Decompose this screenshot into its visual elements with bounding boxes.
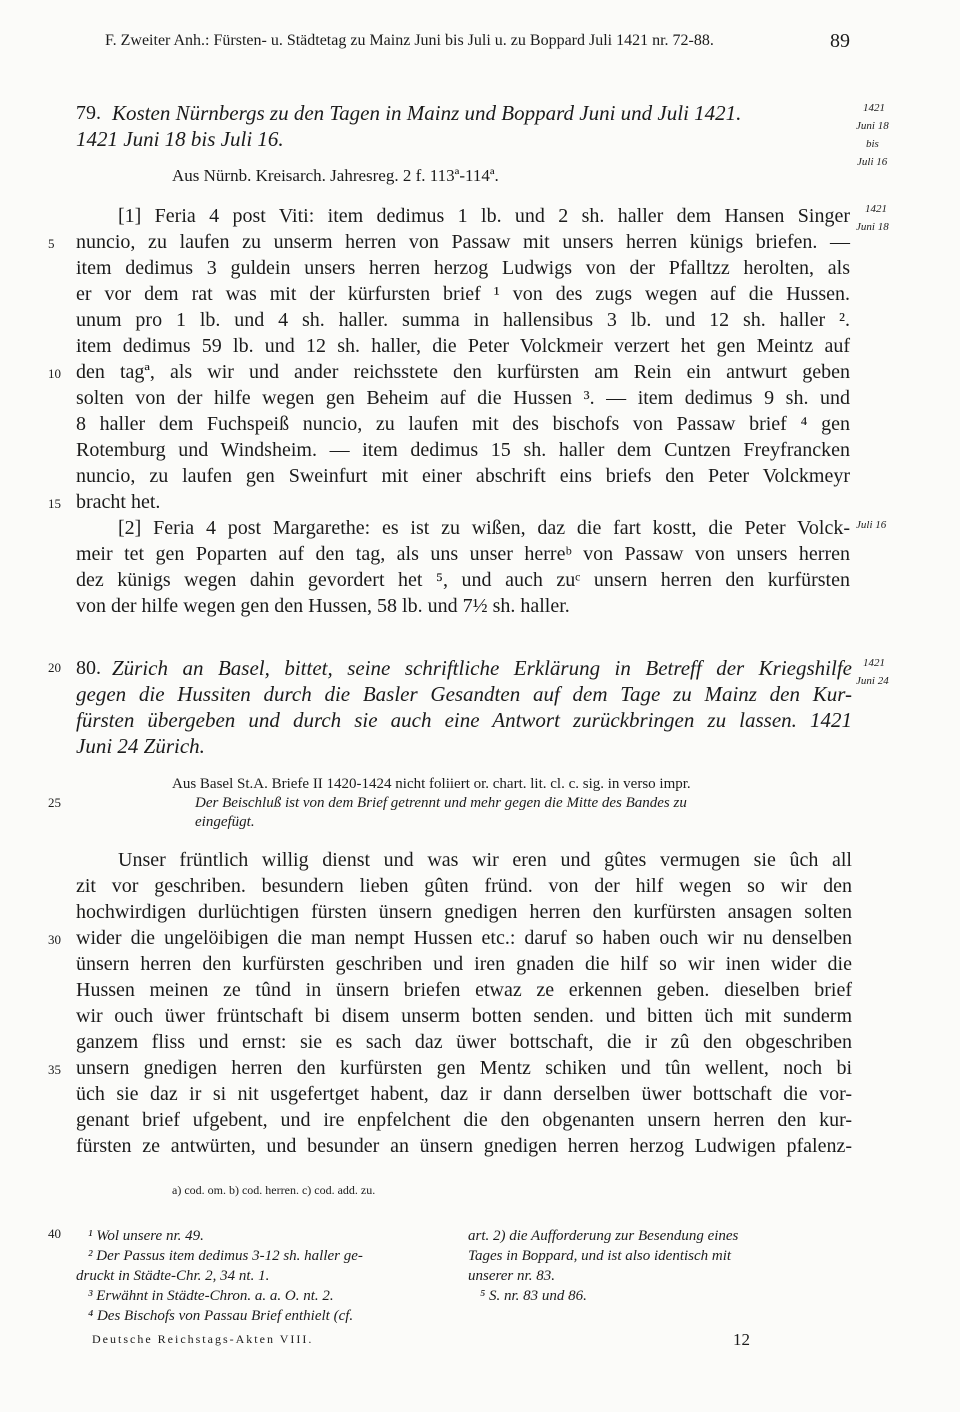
line-number: 20 — [48, 660, 61, 675]
doc79-margin-year: 1421 — [863, 102, 885, 114]
variant-notes: a) cod. om. b) cod. herren. c) cod. add. zu. — [172, 1183, 376, 1197]
doc79-note-end: Juli 16 — [856, 519, 887, 531]
doc79-line: item dedimus 3 guldein unsers herren herzog Ludwigs von der Pfalltzz herolten, als — [76, 257, 850, 279]
footnote: Tages in Boppard, und ist also identisch mit — [468, 1248, 732, 1264]
doc79-margin-end: Juli 16 — [857, 156, 888, 168]
doc79-line: solten von der hilfe wegen gen Beheim auf die Hussen ³. — item dedimus 9 sh. und — [76, 387, 850, 409]
doc80-source-line: Der Beischluß ist von dem Brief getrennt und mehr gegen die Mitte des Bandes zu — [195, 795, 687, 811]
doc80-line: ganzem fliss und ernst: sie es sach daz üwer bottschaft, die ir zû den obgeschriben — [76, 1031, 852, 1053]
doc79-line: den tagª, als wir und ander reichsstete den kurfürsten am Rein ein antwurt geben — [76, 361, 850, 383]
footnote: ⁴ Des Bischofs von Passau Brief enthielt (cf. — [88, 1308, 354, 1324]
doc80-line: ünsern herren den kurfürsten geschriben und iren gnaden die hilf so wir inen wider die — [76, 953, 852, 975]
line-number: 25 — [48, 795, 61, 810]
doc80-title-line: Juni 24 Zürich. — [76, 734, 205, 758]
series-title: Deutsche Reichstags-Akten VIII. — [92, 1332, 314, 1346]
line-number: 5 — [48, 236, 55, 251]
doc79-line: unum pro 1 lb. und 4 sh. haller. summa in hallensibus 3 lb. und 12 sh. haller ². — [76, 309, 850, 331]
footnote: druckt in Städte-Chr. 2, 34 nt. 1. — [76, 1268, 270, 1284]
doc79-source: Aus Nürnb. Kreisarch. Jahresreg. 2 f. 113ª-114ª. — [172, 166, 499, 185]
doc79-date-line: 1421 Juni 18 bis Juli 16. — [76, 127, 284, 151]
doc80-margin-year: 1421 — [863, 657, 885, 669]
doc79-line: dez künigs wegen dahin gevordert het ⁵, und auch zuᶜ unsern herren den kurfürsten — [76, 569, 850, 591]
doc80-number: 80. — [76, 657, 101, 679]
doc80-line: wir ouch üwer früntschaft bi disem unserm botten senden. und bitten üch mit sunderm — [76, 1005, 852, 1027]
line-number: 30 — [48, 932, 61, 947]
running-title: F. Zweiter Anh.: Fürsten- u. Städtetag zu Mainz Juni bis Juli u. zu Boppard Juli 1421 nr. 72-88. — [105, 32, 714, 49]
doc80-line: fürsten ze antwürten, und besunder an ünsern gnedigen herren herzog Ludwigen pfalenz- — [76, 1135, 852, 1157]
line-number: 10 — [48, 366, 61, 381]
doc80-title-line: gegen die Hussiten durch die Basler Gesandten auf dem Tage zu Mainz den Kur- — [76, 682, 852, 706]
footnote: art. 2) die Aufforderung zur Besendung eines — [468, 1228, 739, 1244]
line-number: 40 — [48, 1226, 61, 1241]
footnote: unserer nr. 83. — [468, 1268, 555, 1284]
footnote: ¹ Wol unsere nr. 49. — [88, 1228, 204, 1244]
doc80-title-line: Zürich an Basel, bittet, seine schriftliche Erklärung in Betreff der Kriegshilfe — [112, 656, 852, 680]
doc79-line: Rotemburg und Windsheim. — item dedimus 15 sh. haller dem Cuntzen Freyfrancken — [76, 439, 850, 461]
doc80-source-line: eingefügt. — [195, 814, 255, 830]
doc79-line: [1] Feria 4 post Viti: item dedimus 1 lb. und 2 sh. haller dem Hansen Singer — [118, 205, 850, 227]
doc79-margin-bis: bis — [866, 138, 879, 150]
line-number: 15 — [48, 496, 61, 511]
doc79-note-year: 1421 — [865, 203, 887, 215]
doc79-margin-day: Juni 18 — [856, 120, 889, 132]
doc79-line: nuncio, zu laufen zu unserm herren von Passaw mit unsers herren künigs briefen. — — [76, 231, 850, 253]
footnote: ² Der Passus item dedimus 3-12 sh. haller ge- — [88, 1248, 363, 1264]
signature-mark: 12 — [733, 1330, 750, 1349]
doc80-line: wider die ungelöibigen die man nempt Hussen etc.: daruf so haben ouch wir nu denselben — [76, 927, 852, 949]
doc79-line: bracht het. — [76, 491, 161, 513]
doc80-line: Hussen meinen ze tûnd in ünsern briefen etwaz ze erkennen geben. dieselben brief — [76, 979, 852, 1001]
doc79-title: Kosten Nürnbergs zu den Tagen in Mainz und Boppard Juni und Juli 1421. — [112, 101, 742, 125]
doc80-source-line: Aus Basel St.A. Briefe II 1420-1424 nicht foliiert or. chart. lit. cl. c. sig. in verso impr. — [172, 776, 691, 792]
doc79-line: von der hilfe wegen gen den Hussen, 58 lb. und 7½ sh. haller. — [76, 595, 570, 617]
doc79-line: [2] Feria 4 post Margarethe: es ist zu wißen, daz die fart kostt, die Peter Volck- — [118, 517, 850, 539]
doc79-number: 79. — [76, 102, 101, 124]
doc80-line: Unser früntlich willig dienst und was wir eren und gûtes vermugen sie ûch all — [118, 849, 852, 871]
doc79-line: nuncio, zu laufen gen Sweinfurt mit einer abschrift eins briefs den Peter Volckmeyr — [76, 465, 850, 487]
doc79-line: item dedimus 59 lb. und 12 sh. haller, die Peter Volckmeir verzert het gen Meintz auf — [76, 335, 850, 357]
doc80-line: üch sie daz ir si nit usgefertget habent, daz ir dann derselben üwer bottschaft die vor- — [76, 1083, 852, 1105]
doc79-note-day: Juni 18 — [856, 221, 889, 233]
footnote: ⁵ S. nr. 83 und 86. — [480, 1288, 587, 1304]
doc80-line: hochwirdigen durlüchtigen fürsten ünsern gnedigen herren den kurfürsten ansagen solten — [76, 901, 852, 923]
doc80-title-line: fürsten übergeben und durch sie auch eine Antwort zurückbringen zu lassen. 1421 — [76, 708, 852, 732]
line-number: 35 — [48, 1062, 61, 1077]
doc80-line: zit vor geschriben. besundern lieben gûten fründ. von der hilf wegen so wir den — [76, 875, 852, 897]
doc79-line: 8 haller dem Fuchspeiß nuncio, zu laufen mit des bischofs von Passaw brief ⁴ gen — [76, 413, 850, 435]
doc79-line: er vor dem rat was mit der kürfursten brief ¹ von des zugs wegen auf die Hussen. — [76, 283, 850, 305]
doc80-line: genant brief ufgebent, und ire enpfelchent die den obgenanten unsern herren den kur- — [76, 1109, 852, 1131]
page-number: 89 — [830, 30, 850, 52]
footnote: ³ Erwähnt in Städte-Chron. a. a. O. nt. 2. — [88, 1288, 334, 1304]
doc80-line: unsern gnedigen herren den kurfürsten gen Mentz schiken und tûn wellent, noch bi — [76, 1057, 852, 1079]
doc80-margin-day: Juni 24 — [856, 675, 889, 687]
doc79-line: meir tet gen Poparten auf den tag, als uns unser herreᵇ von Passaw von unsers herren — [76, 543, 850, 565]
